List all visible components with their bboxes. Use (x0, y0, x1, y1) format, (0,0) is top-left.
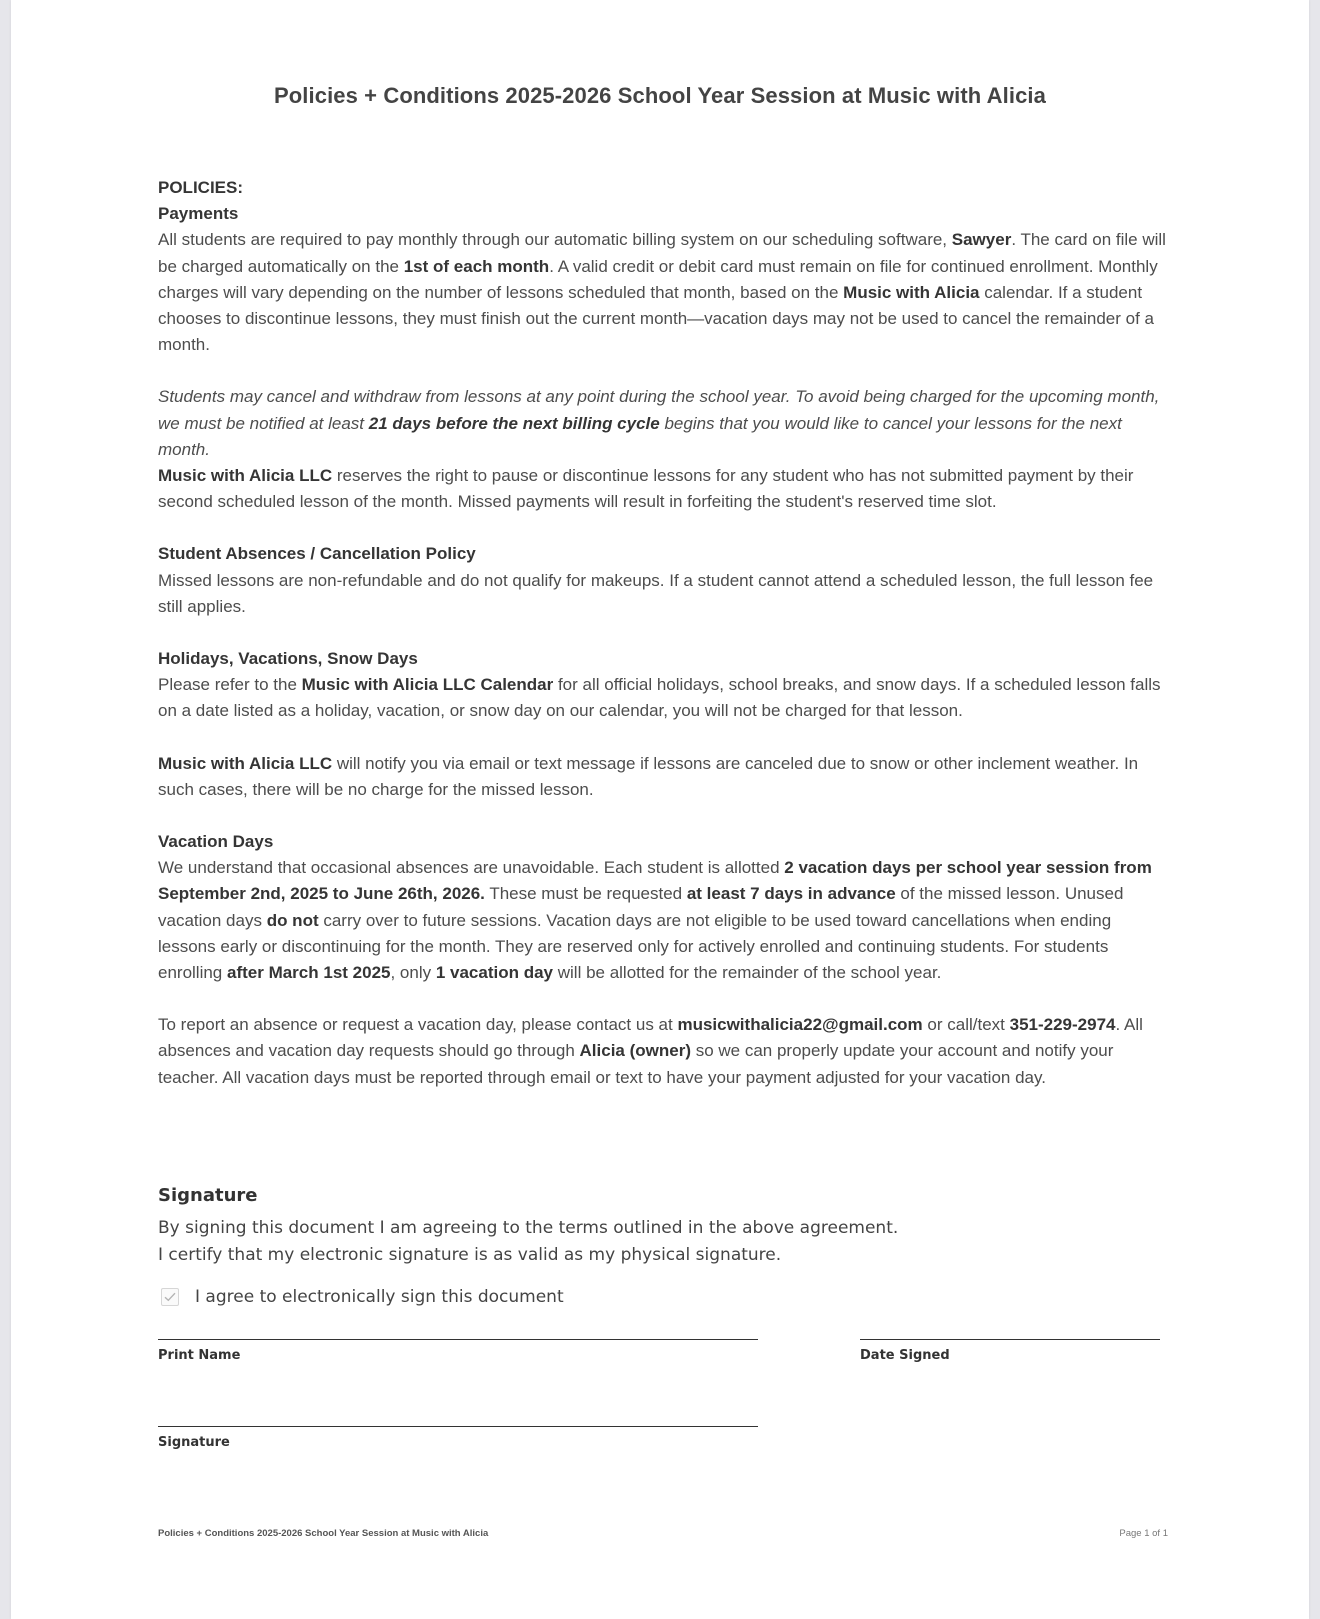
text-run: . All absences and vacation day requests should go through (158, 1015, 1143, 1061)
text-run: will be allotted for the remainder of the school year. (553, 963, 942, 983)
vacation-paragraph-1 (158, 855, 1168, 986)
bold-text: Music with Alicia (843, 282, 980, 302)
text-run: reserves the right to pause or discontinue lessons for any student who has not submitted payment by their second scheduled lesson of the month. Missed payments will result in forfeiting the student's reserved time slot. (158, 466, 1134, 512)
holidays-paragraph-1 (158, 672, 1168, 724)
vacation-paragraph-2 (158, 1012, 1168, 1091)
bold-text: Sawyer (951, 230, 1012, 250)
bold-text: after March 1st 2025 (227, 963, 391, 983)
signature-terms-line-2: I certify that my electronic signature is as valid as my physical signature. (158, 1245, 782, 1265)
text-run: We understand that occasional absences are unavoidable. Each student is allotted (158, 858, 785, 878)
signature-field[interactable] (158, 1426, 758, 1427)
holidays-heading: Holidays, Vacations, Snow Days (158, 649, 418, 669)
print-name-field[interactable] (158, 1339, 758, 1340)
print-name-label: Print Name (158, 1348, 241, 1363)
bold-text: do not (266, 910, 319, 930)
signature-heading: Signature (158, 1185, 258, 1206)
bold-text: Music with Alicia LLC (158, 466, 333, 486)
text-run: or call/text (922, 1015, 1010, 1035)
policies-heading: POLICIES: (158, 178, 244, 197)
date-signed-label: Date Signed (860, 1348, 950, 1363)
bold-text: 21 days before the next billing cycle (368, 413, 660, 433)
holidays-paragraph-2 (158, 751, 1168, 803)
signature-terms-line-1: By signing this document I am agreeing to the terms outlined in the above agreement. (158, 1218, 899, 1238)
signature-terms (158, 1215, 898, 1269)
bold-text: at least 7 days in advance (686, 884, 896, 904)
text-run: , only (390, 963, 436, 983)
text-run: Students may cancel and withdraw from lessons at any point during the school year. To avoid being charged for the upcoming month, we must be notified at least (158, 387, 1160, 433)
bold-text: Music with Alicia LLC Calendar (301, 675, 554, 695)
footer-title: Policies + Conditions 2025-2026 School Year Session at Music with Alicia (158, 1528, 489, 1539)
text-run: for all official holidays, school breaks, and snow days. If a scheduled lesson falls on a date listed as a holiday, vacation, or snow day on our calendar, you will not be charged for that lesson. (158, 675, 1161, 721)
absences-heading: Student Absences / Cancellation Policy (158, 544, 476, 564)
agree-checkbox[interactable] (161, 1288, 179, 1306)
bold-text: 1 vacation day (435, 963, 554, 983)
document-page (11, 0, 1309, 1619)
agree-checkbox-row[interactable] (161, 1287, 564, 1307)
date-signed-field[interactable] (860, 1339, 1160, 1340)
agree-checkbox-label: I agree to electronically sign this document (195, 1287, 564, 1307)
text-run: so we can properly update your account and notify your teacher. All vacation days must be reported through email or text to have your payment adjusted for your vacation day. (158, 1041, 1114, 1087)
text-run: Please refer to the (158, 675, 302, 695)
bold-text: 1st of each month (403, 256, 550, 276)
bold-text: Alicia (owner) (579, 1041, 691, 1061)
text-run: calendar. If a student chooses to discontinue lessons, they must finish out the current month—vacation days may not be used to cancel the remainder of a month. (158, 282, 1154, 355)
checkmark-icon (164, 1292, 176, 1302)
policies-body (158, 175, 1168, 1091)
vacation-heading: Vacation Days (158, 832, 274, 852)
text-run: All students are required to pay monthly through our automatic billing system on our scheduling software, (158, 230, 952, 250)
bold-text: 2 vacation days per school year session from September 2nd, 2025 to June 26th, 2026. (158, 858, 1152, 904)
payments-heading: Payments (158, 204, 239, 224)
bold-text: musicwithalicia22@gmail.com (677, 1015, 923, 1035)
text-run: begins that you would like to cancel your lessons for the next month. (158, 413, 1122, 459)
payments-paragraph-1 (158, 227, 1168, 358)
signature-label: Signature (158, 1435, 230, 1450)
absences-paragraph (158, 568, 1168, 620)
text-run: of the missed lesson. Unused vacation days (158, 884, 1124, 930)
text-run: These must be requested (484, 884, 687, 904)
payments-paragraph-3 (158, 463, 1168, 515)
text-run: . A valid credit or debit card must remain on file for continued enrollment. Monthly charges will vary depending on the number of lessons scheduled that month, based on the (158, 256, 1158, 302)
text-run: To report an absence or request a vacation day, please contact us at (158, 1015, 678, 1035)
text-run: carry over to future sessions. Vacation days are not eligible to be used toward cancellations when ending lessons early or discontinuing for the month. They are reserved only for actively enrolled and continuing students. For students enrolling (158, 910, 1112, 983)
bold-text: 351-229-2974 (1009, 1015, 1116, 1035)
document-title: Policies + Conditions 2025-2026 School Year Session at Music with Alicia (274, 83, 1046, 108)
payments-paragraph-2 (158, 384, 1168, 463)
page-number: Page 1 of 1 (1119, 1528, 1168, 1539)
text-run: Missed lessons are non-refundable and do not qualify for makeups. If a student cannot attend a scheduled lesson, the full lesson fee still applies. (158, 570, 1154, 616)
text-run: will notify you via email or text message if lessons are canceled due to snow or other inclement weather. In such cases, there will be no charge for the missed lesson. (158, 753, 1139, 799)
bold-text: Music with Alicia LLC (158, 753, 333, 773)
text-run: . The card on file will be charged automatically on the (158, 230, 1166, 276)
